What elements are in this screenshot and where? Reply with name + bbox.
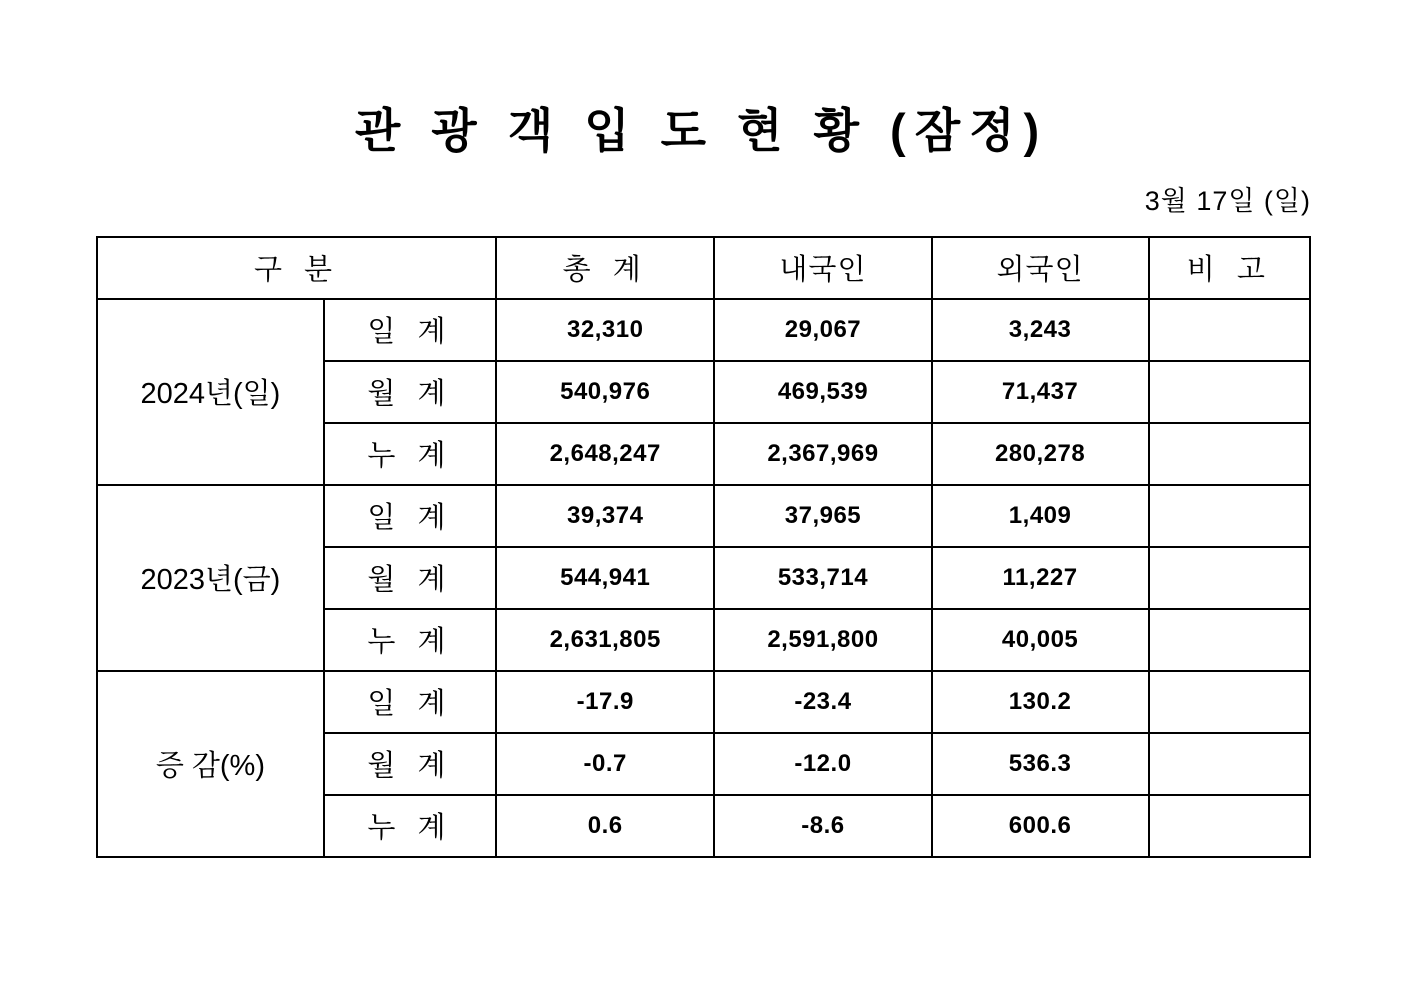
row-label: 누 계 xyxy=(324,423,496,485)
tourist-arrivals-table xyxy=(96,236,1311,858)
cell-domestic: 2,591,800 xyxy=(714,609,931,671)
cell-foreign: 3,243 xyxy=(932,299,1149,361)
report-table-wrap xyxy=(0,218,1403,858)
row-label: 누 계 xyxy=(324,609,496,671)
header-domestic: 내국인 xyxy=(714,237,931,299)
table-header-row xyxy=(97,237,1310,299)
cell-foreign: 1,409 xyxy=(932,485,1149,547)
cell-note xyxy=(1149,423,1310,485)
table-row xyxy=(97,485,1310,547)
cell-note xyxy=(1149,733,1310,795)
page-title: 관 광 객 입 도 현 황 (잠정) xyxy=(354,104,1049,157)
report-date: 3월 17일 (일) xyxy=(1144,185,1311,216)
row-label: 월 계 xyxy=(324,733,496,795)
header-foreign: 외국인 xyxy=(932,237,1149,299)
cell-foreign: 11,227 xyxy=(932,547,1149,609)
cell-note xyxy=(1149,299,1310,361)
table-row xyxy=(97,671,1310,733)
cell-total: 32,310 xyxy=(496,299,714,361)
row-label: 월 계 xyxy=(324,361,496,423)
cell-foreign: 40,005 xyxy=(932,609,1149,671)
cell-foreign: 71,437 xyxy=(932,361,1149,423)
cell-total: -0.7 xyxy=(496,733,714,795)
group-label-2023: 2023년(금) xyxy=(97,485,324,671)
cell-total: 540,976 xyxy=(496,361,714,423)
group-label-change: 증 감(%) xyxy=(97,671,324,857)
cell-domestic: 29,067 xyxy=(714,299,931,361)
cell-foreign: 600.6 xyxy=(932,795,1149,857)
cell-total: -17.9 xyxy=(496,671,714,733)
cell-domestic: -12.0 xyxy=(714,733,931,795)
cell-total: 544,941 xyxy=(496,547,714,609)
row-label: 일 계 xyxy=(324,671,496,733)
row-label: 월 계 xyxy=(324,547,496,609)
table-row xyxy=(97,299,1310,361)
cell-foreign: 130.2 xyxy=(932,671,1149,733)
cell-domestic: -8.6 xyxy=(714,795,931,857)
header-total: 총 계 xyxy=(496,237,714,299)
cell-foreign: 280,278 xyxy=(932,423,1149,485)
cell-note xyxy=(1149,795,1310,857)
cell-total: 39,374 xyxy=(496,485,714,547)
cell-note xyxy=(1149,485,1310,547)
cell-domestic: 469,539 xyxy=(714,361,931,423)
header-note: 비 고 xyxy=(1149,237,1310,299)
row-label: 누 계 xyxy=(324,795,496,857)
header-category: 구 분 xyxy=(97,237,496,299)
cell-domestic: 37,965 xyxy=(714,485,931,547)
cell-foreign: 536.3 xyxy=(932,733,1149,795)
cell-domestic: 533,714 xyxy=(714,547,931,609)
cell-note xyxy=(1149,547,1310,609)
cell-domestic: -23.4 xyxy=(714,671,931,733)
cell-note xyxy=(1149,671,1310,733)
row-label: 일 계 xyxy=(324,485,496,547)
group-label-2024: 2024년(일) xyxy=(97,299,324,485)
cell-total: 0.6 xyxy=(496,795,714,857)
cell-total: 2,648,247 xyxy=(496,423,714,485)
cell-domestic: 2,367,969 xyxy=(714,423,931,485)
cell-note xyxy=(1149,361,1310,423)
cell-total: 2,631,805 xyxy=(496,609,714,671)
cell-note xyxy=(1149,609,1310,671)
row-label: 일 계 xyxy=(324,299,496,361)
